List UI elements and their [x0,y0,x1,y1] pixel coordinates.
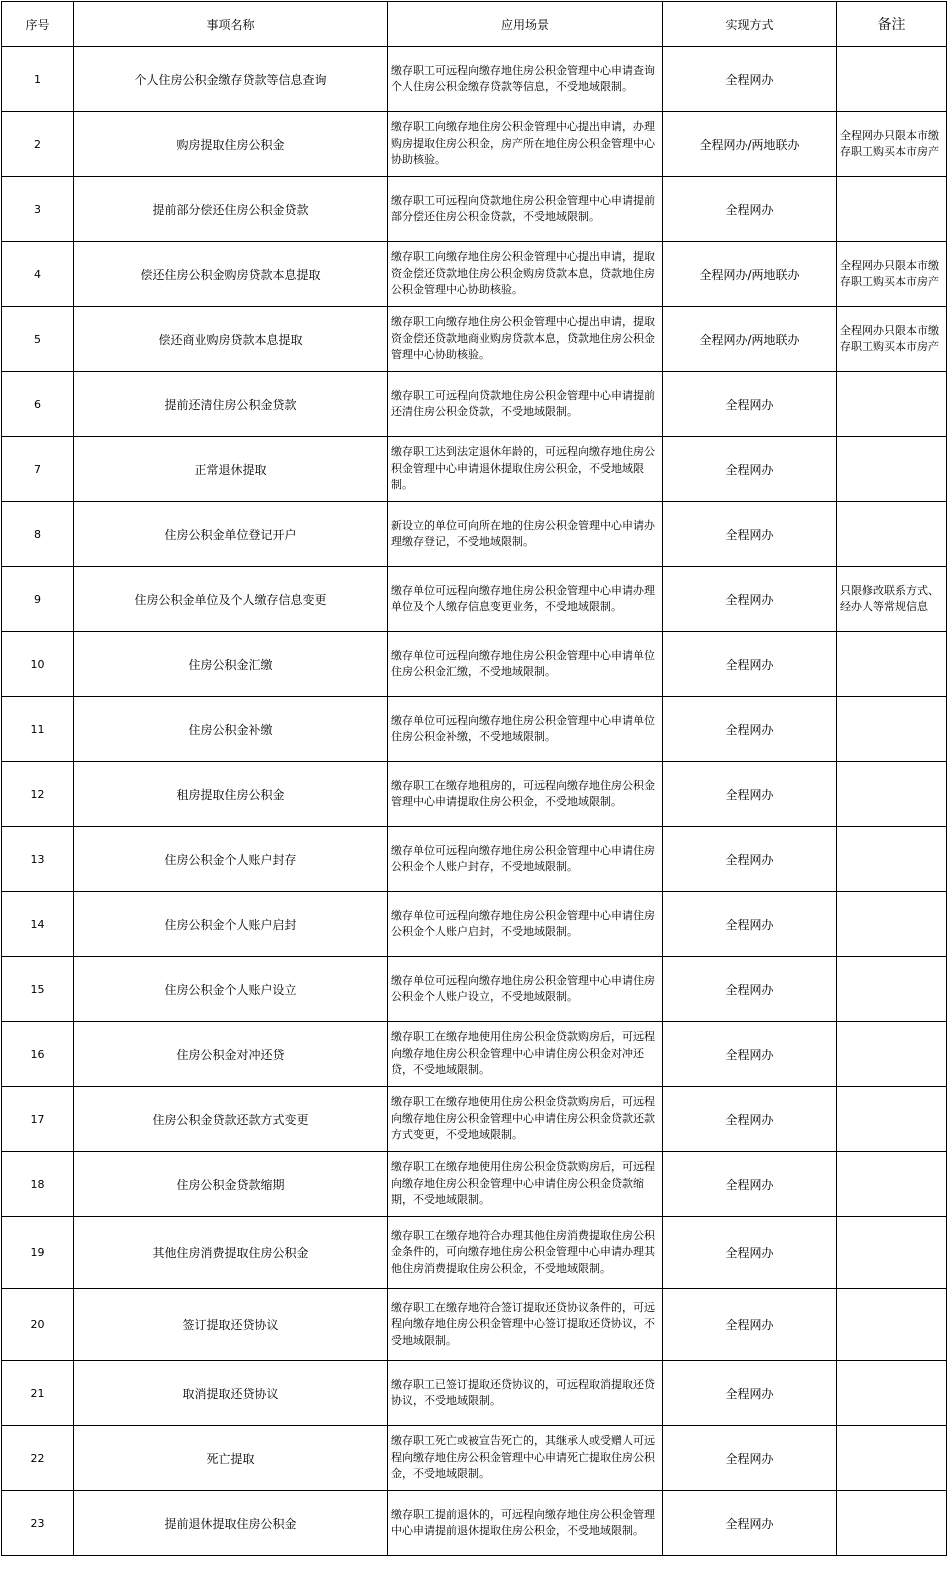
table-row [2,112,947,177]
remark [837,632,947,697]
remark [837,47,947,112]
remark [837,502,947,567]
application-scene: 缴存单位可远程向缴存地住房公积金管理中心申请单位住房公积金汇缴，不受地域限制。 [388,632,663,697]
table-row [2,437,947,502]
row-number: 9 [2,567,74,632]
row-number: 12 [2,762,74,827]
application-scene: 缴存职工已签订提取还贷协议的，可远程取消提取还贷协议，不受地域限制。 [388,1361,663,1426]
item-name: 住房公积金单位登记开户 [74,502,388,567]
table-row [2,1491,947,1556]
application-scene: 缴存职工向缴存地住房公积金管理中心提出申请，提取资金偿还贷款地住房公积金购房贷款本息，贷款地住房公积金管理中心协助核验。 [388,242,663,307]
table-row [2,1022,947,1087]
remark [837,957,947,1022]
remark [837,697,947,762]
remark [837,1361,947,1426]
item-name: 购房提取住房公积金 [74,112,388,177]
application-scene: 缴存职工死亡或被宣告死亡的，其继承人或受赠人可远程向缴存地住房公积金管理中心申请死亡提取住房公积金，不受地域限制。 [388,1426,663,1491]
item-name: 住房公积金补缴 [74,697,388,762]
remark: 全程网办只限本市缴存职工购买本市房产 [837,112,947,177]
row-number: 13 [2,827,74,892]
item-name: 住房公积金贷款缩期 [74,1152,388,1217]
implementation-method: 全程网办 [663,1491,837,1556]
table-row [2,762,947,827]
implementation-method: 全程网办 [663,567,837,632]
header-name: 事项名称 [74,2,388,47]
application-scene: 缴存职工在缴存地租房的，可远程向缴存地住房公积金管理中心申请提取住房公积金，不受地域限制。 [388,762,663,827]
services-table [1,1,947,1556]
implementation-method: 全程网办 [663,177,837,242]
row-number: 20 [2,1289,74,1361]
row-number: 21 [2,1361,74,1426]
row-number: 17 [2,1087,74,1152]
header-method: 实现方式 [663,2,837,47]
implementation-method: 全程网办 [663,1289,837,1361]
implementation-method: 全程网办 [663,1087,837,1152]
implementation-method: 全程网办 [663,1217,837,1289]
item-name: 租房提取住房公积金 [74,762,388,827]
item-name: 取消提取还贷协议 [74,1361,388,1426]
table-row [2,697,947,762]
implementation-method: 全程网办 [663,437,837,502]
item-name: 偿还住房公积金购房贷款本息提取 [74,242,388,307]
remark [837,1289,947,1361]
row-number: 5 [2,307,74,372]
table-row [2,1152,947,1217]
row-number: 7 [2,437,74,502]
table-row [2,632,947,697]
implementation-method: 全程网办/两地联办 [663,242,837,307]
application-scene: 缴存职工在缴存地符合签订提取还贷协议条件的，可远程向缴存地住房公积金管理中心签订提取还贷协议，不受地域限制。 [388,1289,663,1361]
item-name: 签订提取还贷协议 [74,1289,388,1361]
table-row [2,1289,947,1361]
application-scene: 缴存职工可远程向贷款地住房公积金管理中心申请提前还清住房公积金贷款，不受地域限制。 [388,372,663,437]
implementation-method: 全程网办 [663,1426,837,1491]
item-name: 个人住房公积金缴存贷款等信息查询 [74,47,388,112]
remark [837,1022,947,1087]
row-number: 11 [2,697,74,762]
item-name: 住房公积金单位及个人缴存信息变更 [74,567,388,632]
item-name: 提前还清住房公积金贷款 [74,372,388,437]
row-number: 19 [2,1217,74,1289]
remark [837,827,947,892]
implementation-method: 全程网办 [663,502,837,567]
implementation-method: 全程网办 [663,1022,837,1087]
row-number: 15 [2,957,74,1022]
implementation-method: 全程网办/两地联办 [663,307,837,372]
table-row [2,957,947,1022]
remark [837,1426,947,1491]
row-number: 22 [2,1426,74,1491]
item-name: 死亡提取 [74,1426,388,1491]
implementation-method: 全程网办/两地联办 [663,112,837,177]
table-row [2,892,947,957]
table-row [2,1087,947,1152]
application-scene: 缴存单位可远程向缴存地住房公积金管理中心申请住房公积金个人账户设立，不受地域限制。 [388,957,663,1022]
table-row [2,242,947,307]
application-scene: 缴存职工在缴存地符合办理其他住房消费提取住房公积金条件的，可向缴存地住房公积金管理中心申请办理其他住房消费提取住房公积金，不受地域限制。 [388,1217,663,1289]
application-scene: 缴存职工在缴存地使用住房公积金贷款购房后，可远程向缴存地住房公积金管理中心申请住房公积金贷款缩期，不受地域限制。 [388,1152,663,1217]
item-name: 住房公积金贷款还款方式变更 [74,1087,388,1152]
application-scene: 缴存职工向缴存地住房公积金管理中心提出申请，办理购房提取住房公积金，房产所在地住房公积金管理中心协助核验。 [388,112,663,177]
application-scene: 缴存单位可远程向缴存地住房公积金管理中心申请住房公积金个人账户封存，不受地域限制。 [388,827,663,892]
remark: 全程网办只限本市缴存职工购买本市房产 [837,242,947,307]
remark [837,1217,947,1289]
row-number: 3 [2,177,74,242]
table-row [2,567,947,632]
application-scene: 缴存职工向缴存地住房公积金管理中心提出申请，提取资金偿还贷款地商业购房贷款本息，贷款地住房公积金管理中心协助核验。 [388,307,663,372]
row-number: 1 [2,47,74,112]
header-scene: 应用场景 [388,2,663,47]
application-scene: 缴存单位可远程向缴存地住房公积金管理中心申请单位住房公积金补缴，不受地域限制。 [388,697,663,762]
application-scene: 缴存职工达到法定退休年龄的，可远程向缴存地住房公积金管理中心申请退休提取住房公积金，不受地域限制。 [388,437,663,502]
table-row [2,372,947,437]
header-row [2,2,947,47]
remark: 只限修改联系方式、经办人等常规信息 [837,567,947,632]
application-scene: 缴存单位可远程向缴存地住房公积金管理中心申请办理单位及个人缴存信息变更业务，不受地域限制。 [388,567,663,632]
remark: 全程网办只限本市缴存职工购买本市房产 [837,307,947,372]
implementation-method: 全程网办 [663,957,837,1022]
row-number: 10 [2,632,74,697]
table-row [2,177,947,242]
implementation-method: 全程网办 [663,762,837,827]
item-name: 提前退休提取住房公积金 [74,1491,388,1556]
implementation-method: 全程网办 [663,1152,837,1217]
row-number: 16 [2,1022,74,1087]
item-name: 住房公积金个人账户设立 [74,957,388,1022]
remark [837,177,947,242]
item-name: 住房公积金个人账户启封 [74,892,388,957]
item-name: 住房公积金个人账户封存 [74,827,388,892]
table-row [2,827,947,892]
remark [837,892,947,957]
remark [837,762,947,827]
table-row [2,1217,947,1289]
item-name: 正常退休提取 [74,437,388,502]
implementation-method: 全程网办 [663,1361,837,1426]
table-row [2,502,947,567]
application-scene: 缴存职工在缴存地使用住房公积金贷款购房后，可远程向缴存地住房公积金管理中心申请住房公积金对冲还贷，不受地域限制。 [388,1022,663,1087]
implementation-method: 全程网办 [663,632,837,697]
implementation-method: 全程网办 [663,47,837,112]
application-scene: 缴存职工可远程向缴存地住房公积金管理中心申请查询个人住房公积金缴存贷款等信息，不受地域限制。 [388,47,663,112]
implementation-method: 全程网办 [663,697,837,762]
remark [837,1152,947,1217]
table-row [2,47,947,112]
remark [837,1491,947,1556]
remark [837,1087,947,1152]
remark [837,437,947,502]
application-scene: 新设立的单位可向所在地的住房公积金管理中心申请办理缴存登记，不受地域限制。 [388,502,663,567]
application-scene: 缴存单位可远程向缴存地住房公积金管理中心申请住房公积金个人账户启封，不受地域限制。 [388,892,663,957]
implementation-method: 全程网办 [663,827,837,892]
application-scene: 缴存职工在缴存地使用住房公积金贷款购房后，可远程向缴存地住房公积金管理中心申请住房公积金贷款还款方式变更，不受地域限制。 [388,1087,663,1152]
application-scene: 缴存职工可远程向贷款地住房公积金管理中心申请提前部分偿还住房公积金贷款，不受地域限制。 [388,177,663,242]
implementation-method: 全程网办 [663,892,837,957]
table-row [2,1426,947,1491]
application-scene: 缴存职工提前退休的，可远程向缴存地住房公积金管理中心申请提前退休提取住房公积金，不受地域限制。 [388,1491,663,1556]
item-name: 其他住房消费提取住房公积金 [74,1217,388,1289]
item-name: 提前部分偿还住房公积金贷款 [74,177,388,242]
table-row [2,307,947,372]
remark [837,372,947,437]
header-no: 序号 [2,2,74,47]
row-number: 4 [2,242,74,307]
row-number: 14 [2,892,74,957]
row-number: 23 [2,1491,74,1556]
row-number: 18 [2,1152,74,1217]
implementation-method: 全程网办 [663,372,837,437]
item-name: 住房公积金汇缴 [74,632,388,697]
row-number: 2 [2,112,74,177]
table-row [2,1361,947,1426]
item-name: 偿还商业购房贷款本息提取 [74,307,388,372]
row-number: 6 [2,372,74,437]
item-name: 住房公积金对冲还贷 [74,1022,388,1087]
header-remark: 备注 [837,2,947,47]
row-number: 8 [2,502,74,567]
